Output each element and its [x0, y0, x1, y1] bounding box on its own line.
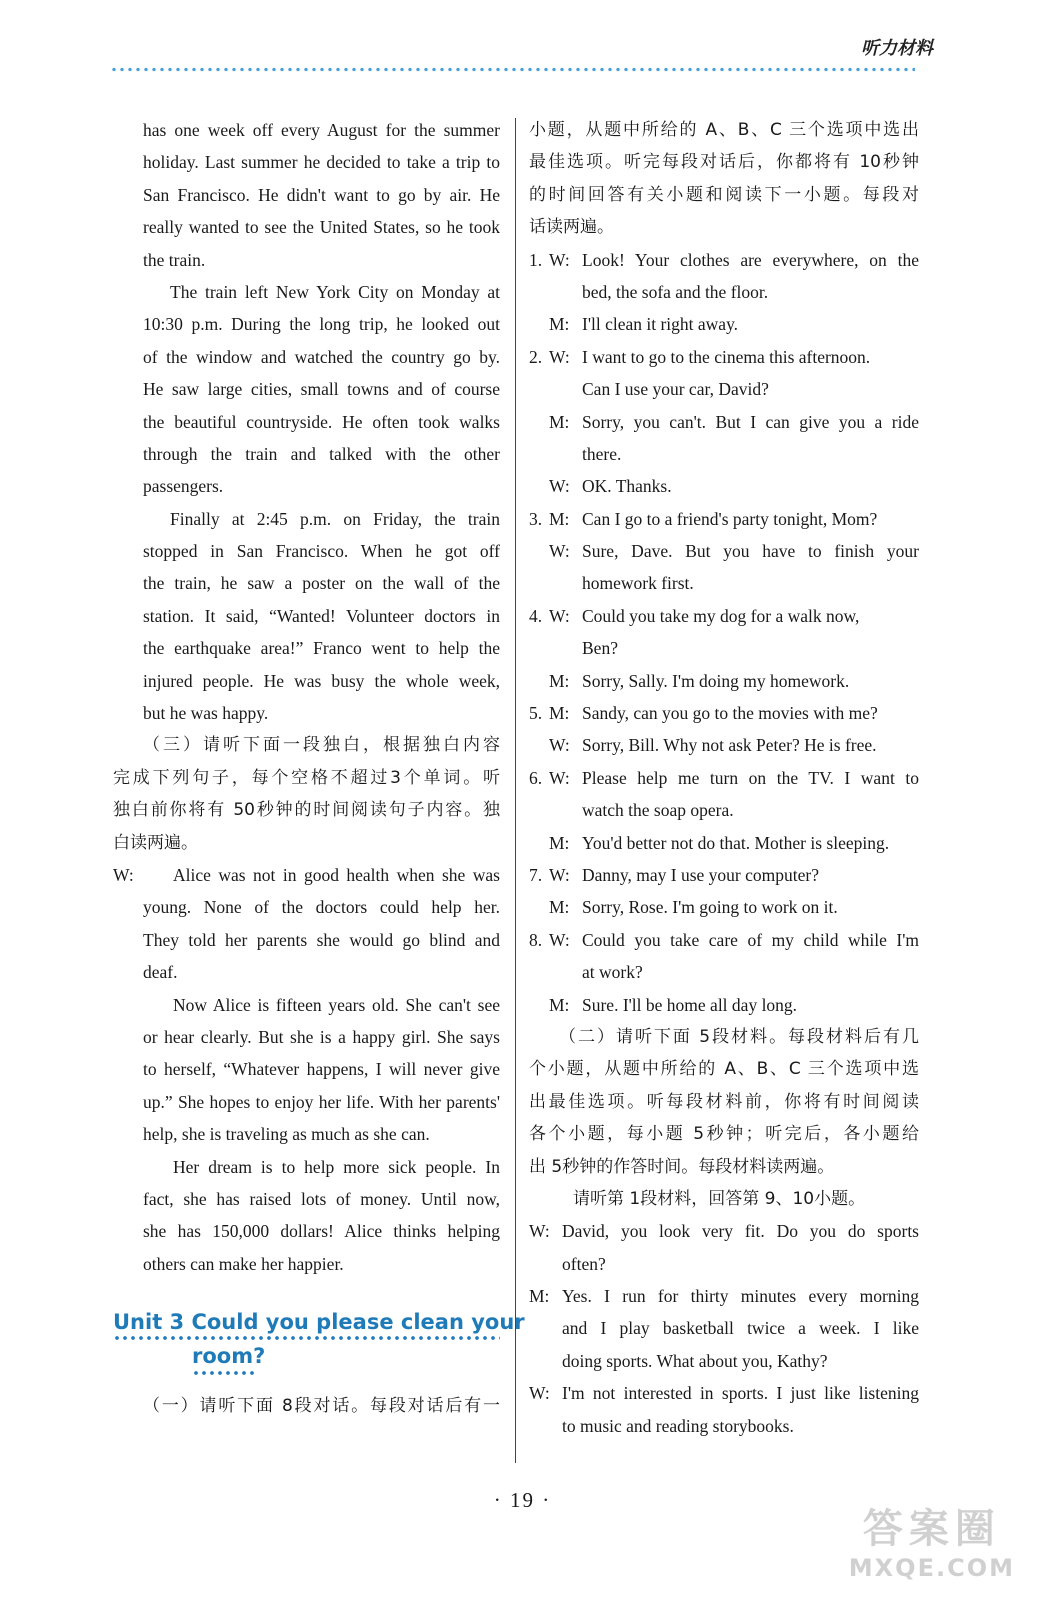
speaker-label: M:: [549, 897, 570, 918]
dialog-text: Look! Your clothes are everywhere, on the: [582, 249, 919, 270]
speaker-label: W:: [549, 929, 570, 950]
dialog-text: OK. Thanks.: [582, 476, 672, 497]
dialog-text: Sure. I'll be home all day long.: [582, 994, 798, 1015]
dialog-text: at work?: [582, 962, 643, 983]
text-line: injured people. He was busy the whole week,: [143, 670, 500, 691]
dialog-text: Could you take my dog for a walk now,: [582, 605, 860, 626]
unit-title: Unit 3 Could you please clean your: [113, 1310, 525, 1335]
dialog-line: [529, 276, 919, 308]
dialog-number: [529, 632, 549, 664]
speaker-label: [529, 1248, 562, 1280]
text-line: the train.: [143, 249, 206, 270]
text-line: deaf.: [143, 962, 178, 983]
speaker-label: [529, 1345, 562, 1377]
text-line: the beautiful countryside. He often took walks: [143, 411, 500, 432]
dialog-line: [529, 503, 919, 535]
monologue: [113, 859, 500, 1280]
text-line: fact, she has raised lots of money. Until now,: [143, 1188, 500, 1209]
speaker-label: W:: [529, 1221, 550, 1242]
dialog-text: and I play basketball twice a week. I like: [562, 1318, 919, 1339]
dialog-line: [529, 1345, 919, 1377]
dialog-number: [529, 989, 549, 1021]
dialog-line: [529, 1248, 919, 1280]
running-header-title: 听力材料: [861, 38, 933, 59]
dialog-line: [529, 308, 919, 340]
dialog-line: [529, 729, 919, 761]
text-line: 话读两遍。: [529, 217, 614, 238]
dialog-number: 4.: [529, 605, 543, 626]
dialog-list: [529, 244, 919, 1021]
left-column: [113, 114, 525, 1422]
speaker-label: M:: [549, 703, 570, 724]
dialog-text: Sorry, Rose. I'm going to work on it.: [582, 897, 838, 918]
dialog-line: [529, 891, 919, 923]
text-line: 白读两遍。: [113, 832, 198, 853]
dialog-text: I'll clean it right away.: [582, 314, 739, 335]
text-line: 最佳选项。听完每段对话后，你都将有 10秒钟: [529, 152, 919, 173]
text-line: or hear clearly. But she is a happy girl. She says: [143, 1026, 500, 1047]
dialog-line: [529, 1312, 919, 1344]
dialog-text: Sandy, can you go to the movies with me?: [582, 703, 878, 724]
speaker-label: [549, 438, 582, 470]
dialog-line: [529, 341, 919, 373]
dialog-line: [529, 859, 919, 891]
dialog-text: watch the soap opera.: [582, 800, 734, 821]
dialog-line: [529, 632, 919, 664]
dialog-line: [529, 989, 919, 1021]
speaker-label: W:: [549, 346, 570, 367]
text-line: （二）请听下面 5段材料。每段材料后有几: [559, 1026, 919, 1047]
text-line: the train, he saw a poster on the wall of the: [143, 573, 500, 594]
dialog-number: 6.: [529, 767, 543, 788]
text-line: holiday. Last summer he decided to take a trip to: [143, 152, 500, 173]
dialog-number: 2.: [529, 346, 543, 367]
dialog-number: [529, 729, 549, 761]
dialog-text: Sorry, Bill. Why not ask Peter? He is free.: [582, 735, 877, 756]
speaker-label: M:: [549, 314, 570, 335]
speaker-label: W:: [549, 864, 570, 885]
section-3-instructions: [113, 729, 500, 859]
speaker-label: W:: [549, 767, 570, 788]
text-line: really wanted to see the United States, so he took: [143, 217, 500, 238]
dialog-line: [529, 438, 919, 470]
text-line: 的时间回答有关小题和阅读下一小题。每段对: [529, 184, 919, 205]
text-line: she has 150,000 dollars! Alice thinks helping: [143, 1221, 500, 1242]
dialog-line: [529, 244, 919, 276]
dialog-line: [529, 567, 919, 599]
section-2-instructions: [529, 1021, 919, 1183]
dialog-number: 5.: [529, 703, 543, 724]
dialog-text: I want to go to the cinema this afternoon.: [582, 346, 871, 367]
dialog-number: [529, 891, 549, 923]
header-dotted-rule: [110, 67, 915, 72]
speaker-label: [529, 1312, 562, 1344]
unit-heading: [113, 1310, 525, 1382]
dialog-text: Yes. I run for thirty minutes every morning: [562, 1286, 919, 1307]
speaker-label: [529, 1410, 562, 1442]
dialog-text: often?: [562, 1253, 606, 1274]
dialog-text: You'd better not do that. Mother is sleeping.: [582, 832, 890, 853]
text-line: 完成下列句子，每个空格不超过3个单词。听: [113, 767, 500, 788]
dialog-text: there.: [582, 443, 622, 464]
dialog-number: [529, 794, 549, 826]
dialog-text: Sorry, you can't. But I can give you a ride: [582, 411, 919, 432]
dialog-line: [529, 1377, 919, 1409]
speaker-label: W:: [549, 605, 570, 626]
text-line: Her dream is to help more sick people. In: [173, 1156, 500, 1177]
text-line: help, she is traveling as much as she can.: [143, 1124, 430, 1145]
dialog-line: [529, 373, 919, 405]
speaker-label: W:: [113, 864, 134, 885]
heading-dotted-rule: [113, 1335, 500, 1341]
text-line: the earthquake area!” Franco went to help the: [143, 638, 500, 659]
dialog-number: [529, 535, 549, 567]
dialog-text: Sorry, Sally. I'm doing my homework.: [582, 670, 850, 691]
dialog-line: [529, 470, 919, 502]
text-line: has one week off every August for the summer: [143, 120, 500, 140]
text-line: station. It said, “Wanted! Volunteer doctors in: [143, 605, 500, 626]
speaker-label: M:: [549, 832, 570, 853]
dialog-number: 1.: [529, 249, 543, 270]
dialog-number: [529, 276, 549, 308]
text-line: 各个小题，每小题 5秒钟；听完后，各小题给: [529, 1124, 919, 1145]
dialog-number: 3.: [529, 508, 543, 529]
watermark-url: MXQE.COM: [848, 1554, 1015, 1582]
dialog-number: [529, 956, 549, 988]
dialog-line: [529, 827, 919, 859]
dialog-number: [529, 308, 549, 340]
speaker-label: M:: [549, 411, 570, 432]
dialog-text: Sure, Dave. But you have to finish your: [582, 541, 919, 562]
speaker-label: M:: [549, 508, 570, 529]
speaker-label: W:: [549, 541, 570, 562]
dialog-line: [529, 1215, 919, 1247]
text-line: San Francisco. He didn't want to go by air. He: [143, 184, 500, 205]
speaker-label: [549, 373, 582, 405]
speaker-label: W:: [529, 1383, 550, 1404]
text-line: Finally at 2:45 p.m. on Friday, the train: [170, 508, 500, 529]
dialog-line: [529, 697, 919, 729]
paragraph-train-2: [113, 276, 500, 503]
dialog-text: Could you take care of my child while I'm: [582, 929, 919, 950]
dialog-text: I'm not interested in sports. I just like listening: [562, 1383, 919, 1404]
section-1-instructions-continued: [529, 114, 919, 244]
section-1-instructions: （一）请听下面 8段对话。每段对话后有一: [143, 1396, 500, 1417]
material-1-dialog: [529, 1215, 919, 1442]
paragraph-train-1: [113, 114, 500, 276]
text-line: to herself, “Whatever happens, I will never give: [143, 1059, 500, 1080]
dialog-number: [529, 567, 549, 599]
dialog-number: [529, 406, 549, 438]
text-line: The train left New York City on Monday at: [170, 281, 500, 302]
text-line: but he was happy.: [143, 703, 269, 724]
watermark-logo: [849, 1497, 1015, 1582]
dialog-line: [529, 762, 919, 794]
dialog-number: [529, 373, 549, 405]
speaker-label: [549, 632, 582, 664]
speaker-label: M:: [529, 1286, 550, 1307]
unit-title-continued: room?: [192, 1344, 266, 1369]
dialog-line: [529, 665, 919, 697]
dialog-text: homework first.: [582, 573, 694, 594]
text-line: Alice was not in good health when she was: [173, 864, 500, 885]
text-line: 个小题，从题中所给的 A、B、C 三个选项中选: [529, 1059, 919, 1080]
dialog-text: Ben?: [582, 638, 618, 659]
dialog-text: Please help me turn on the TV. I want to: [582, 767, 919, 788]
dialog-number: [529, 470, 549, 502]
text-line: Now Alice is fifteen years old. She can't see: [173, 994, 500, 1015]
text-line: passengers.: [143, 476, 224, 497]
text-line: through the train and talked with the other: [143, 443, 500, 464]
text-line: They told her parents she would go blind and: [143, 929, 500, 950]
text-line: 小题，从题中所给的 A、B、C 三个选项中选出: [529, 120, 919, 140]
column-divider: [515, 118, 516, 1463]
dialog-number: [529, 438, 549, 470]
speaker-label: [549, 956, 582, 988]
dialog-line: [529, 406, 919, 438]
text-line: 出最佳选项。听每段材料前，你将有时间阅读: [529, 1091, 919, 1112]
dialog-text: doing sports. What about you, Kathy?: [562, 1350, 828, 1371]
text-line: up.” She hopes to enjoy her life. With her parents': [143, 1091, 500, 1112]
dialog-text: David, you look very fit. Do you do sports: [562, 1221, 919, 1242]
dialog-line: [529, 794, 919, 826]
dialog-line: [529, 924, 919, 956]
speaker-label: [549, 276, 582, 308]
dialog-text: Danny, may I use your computer?: [582, 864, 819, 885]
speaker-label: [549, 794, 582, 826]
dialog-text: bed, the sofa and the floor.: [582, 281, 769, 302]
speaker-label: W:: [549, 735, 570, 756]
speaker-label: W:: [549, 476, 570, 497]
dialog-line: [529, 1280, 919, 1312]
dialog-number: [529, 827, 549, 859]
watermark-text: 答案圈: [862, 1506, 1001, 1552]
text-line: 10:30 p.m. During the long trip, he looked out: [143, 314, 500, 335]
text-line: young. None of the doctors could help her.: [143, 897, 500, 918]
dialog-line: [529, 1410, 919, 1442]
dialog-text: to music and reading storybooks.: [562, 1415, 794, 1436]
dialog-line: [529, 535, 919, 567]
material-1-instruction: 请听第 1段材料，回答第 9、10小题。: [573, 1188, 866, 1209]
text-line: others can make her happier.: [143, 1253, 344, 1274]
dialog-line: [529, 956, 919, 988]
dialog-number: [529, 665, 549, 697]
text-line: 出 5秒钟的作答时间。每段材料读两遍。: [529, 1156, 835, 1177]
speaker-label: [549, 567, 582, 599]
text-line: of the window and watched the country go by.: [143, 346, 500, 367]
dialog-line: [529, 600, 919, 632]
dialog-text: Can I use your car, David?: [582, 379, 769, 400]
heading-dotted-rule: [192, 1370, 256, 1376]
dialog-number: 8.: [529, 929, 543, 950]
text-line: 独白前你将有 50秒钟的时间阅读句子内容。独: [113, 800, 500, 821]
paragraph-train-3: [113, 503, 500, 730]
dialog-text: Can I go to a friend's party tonight, Mom?: [582, 508, 878, 529]
text-line: stopped in San Francisco. When he got off: [143, 541, 500, 562]
speaker-label: M:: [549, 670, 570, 691]
speaker-label: W:: [549, 249, 570, 270]
page-number: · 19 ·: [493, 1488, 552, 1512]
text-line: He saw large cities, small towns and of course: [143, 379, 500, 400]
right-column: [529, 114, 919, 1442]
dialog-number: 7.: [529, 864, 543, 885]
speaker-label: M:: [549, 994, 570, 1015]
text-line: （三）请听下面一段独白，根据独白内容: [143, 735, 500, 756]
